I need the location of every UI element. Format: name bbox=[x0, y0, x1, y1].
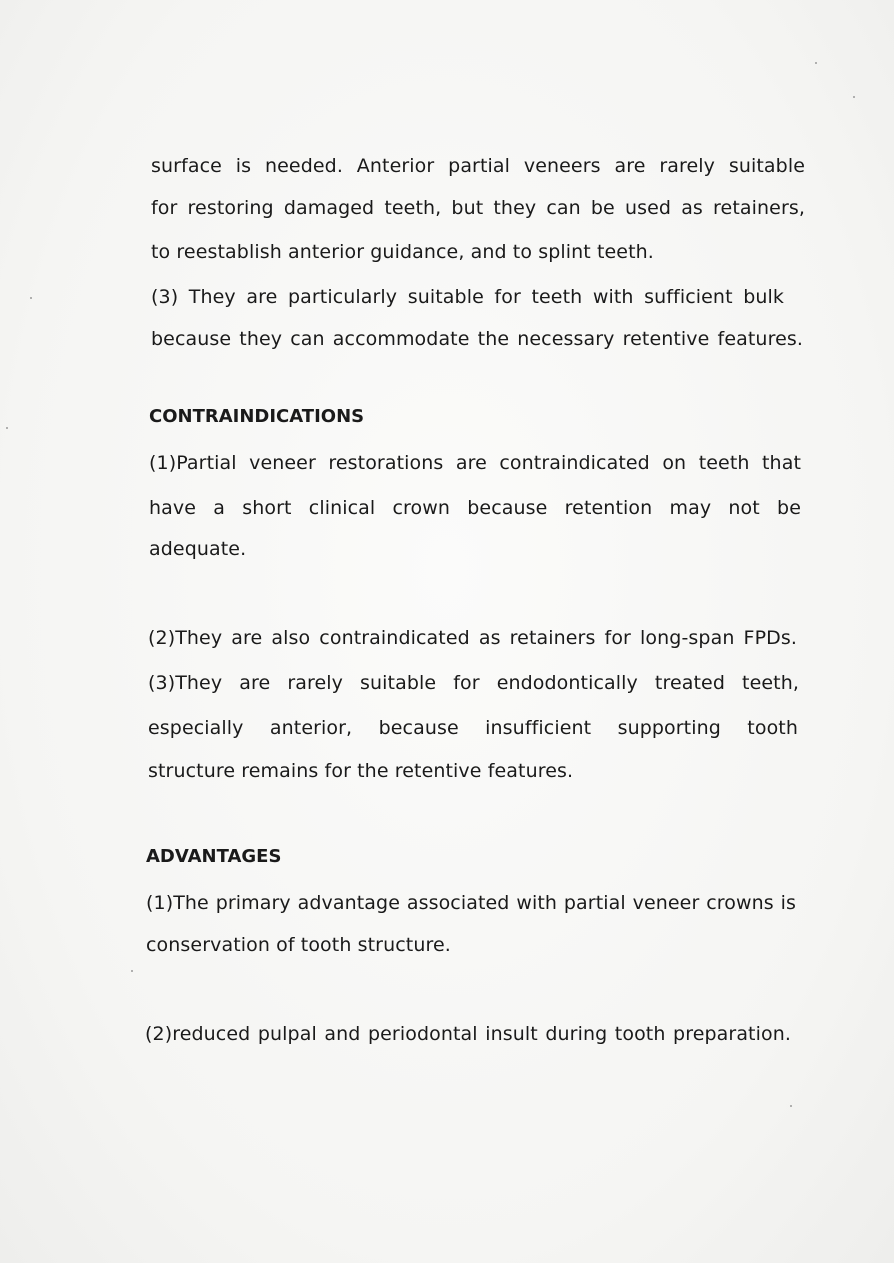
contraindications-line-3: adequate. bbox=[149, 538, 247, 560]
contraindications-line-1: (1)Partial veneer restorations are contraindicated on teeth that bbox=[149, 452, 801, 474]
intro-line-5: because they can accommodate the necessary retentive features. bbox=[151, 328, 803, 350]
intro-line-4: (3) They are particularly suitable for teeth with sufficient bulk bbox=[151, 286, 784, 308]
scan-speck bbox=[815, 62, 817, 64]
advantages-line-1: (1)The primary advantage associated with partial veneer crowns is bbox=[146, 892, 796, 914]
scan-speck bbox=[853, 96, 855, 98]
contraindications-line-5: (3)They are rarely suitable for endodontically treated teeth, bbox=[148, 672, 799, 694]
intro-line-1: surface is needed. Anterior partial veneers are rarely suitable bbox=[151, 155, 805, 177]
scan-speck bbox=[131, 970, 133, 972]
scan-speck bbox=[6, 427, 8, 429]
contraindications-line-2: have a short clinical crown because retention may not be bbox=[149, 497, 801, 519]
advantages-line-2: conservation of tooth structure. bbox=[146, 934, 451, 956]
advantages-line-3: (2)reduced pulpal and periodontal insult during tooth preparation. bbox=[145, 1023, 791, 1045]
contraindications-heading: CONTRAINDICATIONS bbox=[149, 406, 365, 427]
contraindications-line-4: (2)They are also contraindicated as retainers for long-span FPDs. bbox=[148, 627, 797, 649]
contraindications-line-6: especially anterior, because insufficient supporting tooth bbox=[148, 717, 798, 739]
intro-line-2: for restoring damaged teeth, but they can be used as retainers, bbox=[151, 197, 805, 219]
intro-line-3: to reestablish anterior guidance, and to splint teeth. bbox=[151, 241, 654, 263]
contraindications-line-7: structure remains for the retentive features. bbox=[148, 760, 574, 782]
scan-speck bbox=[790, 1105, 792, 1107]
scan-speck bbox=[30, 297, 32, 299]
advantages-heading: ADVANTAGES bbox=[146, 846, 282, 867]
